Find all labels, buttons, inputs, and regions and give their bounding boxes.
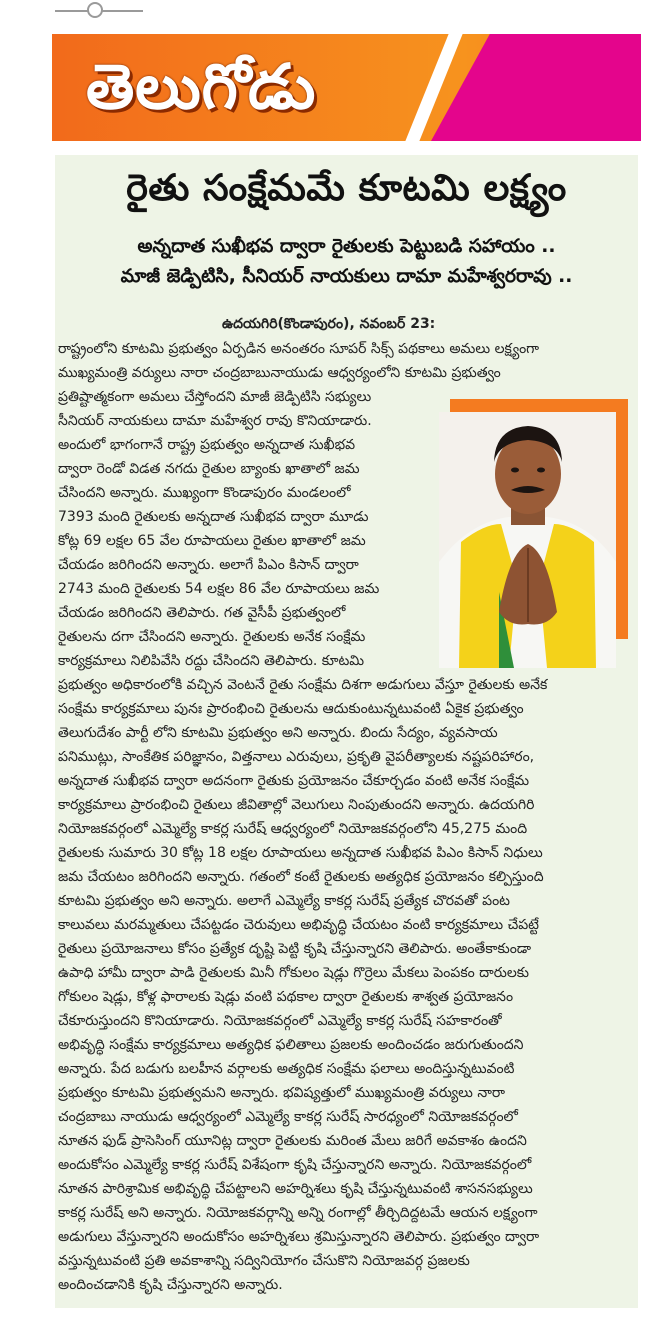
body-line: తెలుగుదేశం పార్టీ లోని కూటమి ప్రభుత్వం అని అన్నారు. బిందు సేద్యం, వ్యవసాయ [58, 725, 498, 741]
body-line: 7393 మంది రైతులకు అన్నదాత సుఖీభవ ద్వారా మూడు [58, 509, 369, 525]
body-line: కార్యక్రమాలు నిలిపివేసి రద్దు చేసిందని తెలిపారు. కూటమి [58, 653, 365, 669]
body-line: చేయడం జరిగిందని తెలిపారు. గత వైసీపీ ప్రభుత్వంలో [58, 605, 346, 621]
body-line: కాలువలు మరమ్మతులు చేపట్టడం చెరువులు అభివృద్ధి చేయటం వంటి కార్యక్రమాలు చేపట్టే [58, 917, 539, 933]
body-line: జమ చేయటం జరిగిందని అన్నారు. గతంలో కంటే రైతులకు అత్యధిక ప్రయోజనం కల్పిస్తుంది [58, 869, 544, 885]
body-line: చేకూరుస్తుందని కొనియాడారు. నియోజకవర్గంలో ఎమ్మెల్యే కాకర్ల సురేష్ సహకారంతో [58, 1013, 502, 1029]
body-line: ప్రతిష్టాత్మకంగా అమలు చేస్తోందని మాజీ జెడ్పిటిసి సభ్యులు [58, 389, 372, 405]
masthead-title: తెలుగోడు [86, 50, 317, 123]
body-line: సంక్షేమ కార్యక్రమాలు పునః ప్రారంభించి రైతులను ఆదుకుంటున్నటువంటి ఏకైక ప్రభుత్వం [58, 701, 524, 717]
body-line: అడుగులు వేస్తున్నారని అందుకోసం అహర్నిశలు శ్రమిస్తున్నారని తెలిపారు. ప్రభుత్వం ద్వారా [58, 1229, 540, 1245]
body-line: ఉపాధి హామీ ద్వారా పాడి రైతులకు మినీ గోకులం షెడ్లు గొర్రెలు మేకలు పెంపకం దారులకు [58, 965, 529, 981]
body-line: కార్యక్రమాలు ప్రారంభించి రైతులు జీవితాల్లో వెలుగులు నింపుతుందని అన్నారు. ఉదయగిరి [58, 797, 535, 813]
body-line: నియోజకవర్గంలో ఎమ్మెల్యే కాకర్ల సురేష్ ఆధ్వర్యంలో నియోజకవర్గంలోని 45,275 మంది [58, 821, 528, 837]
body-line: నూతన పారిశ్రామిక అభివృద్ధి చేపట్టాలని అహర్నిశలు కృషి చేస్తున్నటువంటి శాసనసభ్యులు [58, 1181, 533, 1197]
subheadline-line: మాజీ జెడ్పిటిసి, సీనియర్ నాయకులు దామా మహేశ్వరరావు .. [120, 266, 573, 287]
portrait-photo-icon [439, 412, 616, 668]
body-line: కూటమి ప్రభుత్వం అని అన్నారు. అలాగే ఎమ్మెల్యే కాకర్ల సురేష్ ప్రత్యేక చొరవతో పంట [58, 893, 510, 909]
body-line: గోకులం షెడ్లు, కోళ్ల ఫారాలకు షెడ్లు వంటి పథకాల ద్వారా రైతులకు శాశ్వత ప్రయోజనం [58, 989, 514, 1005]
body-line: ముఖ్యమంత్రి వర్యులు నారా చంద్రబాబునాయుడు ఆధ్వర్యంలోని కూటమి ప్రభుత్వం [58, 365, 501, 381]
body-line: సీనియర్ నాయకులు దామా మహేశ్వర రావు కొనియాడారు. [58, 413, 372, 429]
body-line: ప్రభుత్వం అధికారంలోకి వచ్చిన వెంటనే రైతు సంక్షేమ దిశగా అడుగులు వేస్తూ రైతులకు అనేక [58, 677, 548, 693]
dateline: ఉదయగిరి(కొండాపురం), నవంబర్ 23: [222, 316, 436, 332]
masthead-banner [52, 34, 641, 141]
body-line: అందించడానికి కృషి చేస్తున్నారని అన్నారు. [58, 1277, 283, 1293]
body-line: అన్నారు. పేద బడుగు బలహీన వర్గాలకు అత్యధిక సంక్షేమ ఫలాలు అందిస్తున్నటువంటి [58, 1061, 515, 1077]
body-line: కాకర్ల సురేష్ అని అన్నారు. నియోజకవర్గాన్ని అన్ని రంగాల్లో తీర్చిదిద్దటమే ఆయన లక్ష్యంగా [58, 1205, 538, 1221]
slider-knob-icon [87, 2, 103, 18]
body-line: చేసిందని అన్నారు. ముఖ్యంగా కొండాపురం మండలంలో [58, 485, 351, 501]
body-line: అందులో భాగంగానే రాష్ట్ర ప్రభుత్వం అన్నదాత సుఖీభవ [58, 437, 356, 453]
body-line: రైతులు ప్రయోజనాలు కోసం ప్రత్యేక దృష్టి పెట్టి కృషి చేస్తున్నారని తెలిపారు. అంతేకాకుండా [58, 941, 532, 957]
portrait-photo [439, 412, 616, 668]
body-line: ద్వారా రెండో విడత నగదు రైతుల బ్యాంకు ఖాతాలో జమ [58, 461, 360, 477]
body-line: అందుకోసం ఎమ్మెల్యే కాకర్ల సురేష్ విశేషంగా కృషి చేస్తున్నారని అన్నారు. నియోజకవర్గంలో [58, 1157, 532, 1173]
headline: రైతు సంక్షేమమే కూటమి లక్ష్యం [126, 166, 567, 209]
body-line: రైతులను దగా చేసిందని అన్నారు. రైతులకు అనేక సంక్షేమ [58, 629, 366, 645]
body-line: అభివృద్ధి సంక్షేమ కార్యక్రమాలు అత్యధిక ఫలితాలు ప్రజలకు అందించడం జరుగుతుందని [58, 1037, 524, 1053]
body-line: వస్తున్నటువంటి ప్రతి అవకాశాన్ని సద్వినియోగం చేసుకొని నియోజవర్గ ప్రజలకు [58, 1253, 470, 1269]
body-line: పనిముట్లు, సాంకేతిక పరిజ్ఞానం, విత్తనాలు ఎరువులు, ప్రకృతి వైపరీత్యాలకు నష్టపరిహారం, [58, 749, 535, 765]
subheadline-line: అన్నదాత సుఖీభవ ద్వారా రైతులకు పెట్టుబడి సహాయం .. [137, 236, 556, 257]
body-line: నూతన ఫుడ్ ప్రాసెసింగ్ యూనిట్ల ద్వారా రైతులకు మరింత మేలు జరిగే అవకాశం ఉందని [58, 1133, 527, 1149]
body-line: రైతులకు సుమారు 30 కోట్ల 18 లక్షల రూపాయలు అన్నదాత సుఖీభవ పిఎం కిసాన్ నిధులు [58, 845, 543, 861]
body-line: అన్నదాత సుఖీభవ ద్వారా అదనంగా రైతుకు ప్రయోజనం చేకూర్చడం వంటి అనేక సంక్షేమ [58, 773, 530, 789]
body-line: చంద్రబాబు నాయుడు ఆధ్వర్యంలో ఎమ్మెల్యే కాకర్ల సురేష్ సారధ్యంలో నియోజకవర్గంలో [58, 1109, 518, 1125]
body-line: చేయడం జరిగిందని అన్నారు. అలాగే పిఎం కిసాన్ ద్వారా [58, 557, 359, 573]
body-line: 2743 మంది రైతులకు 54 లక్షల 86 వేల రూపాయలు జమ [58, 581, 380, 597]
body-line: కోట్ల 69 లక్షల 65 వేల రూపాయలు రైతుల ఖాతాలో జమ [58, 533, 366, 549]
body-line: రాష్ట్రంలోని కూటమి ప్రభుత్వం ఏర్పడిన అనంతరం సూపర్ సిక్స్ పథకాలు అమలు లక్ష్యంగా [58, 341, 540, 357]
body-line: ప్రభుత్వం కూటమి ప్రభుత్వమని అన్నారు. భవిష్యత్తులో ముఖ్యమంత్రి వర్యులు నారా [58, 1085, 505, 1101]
